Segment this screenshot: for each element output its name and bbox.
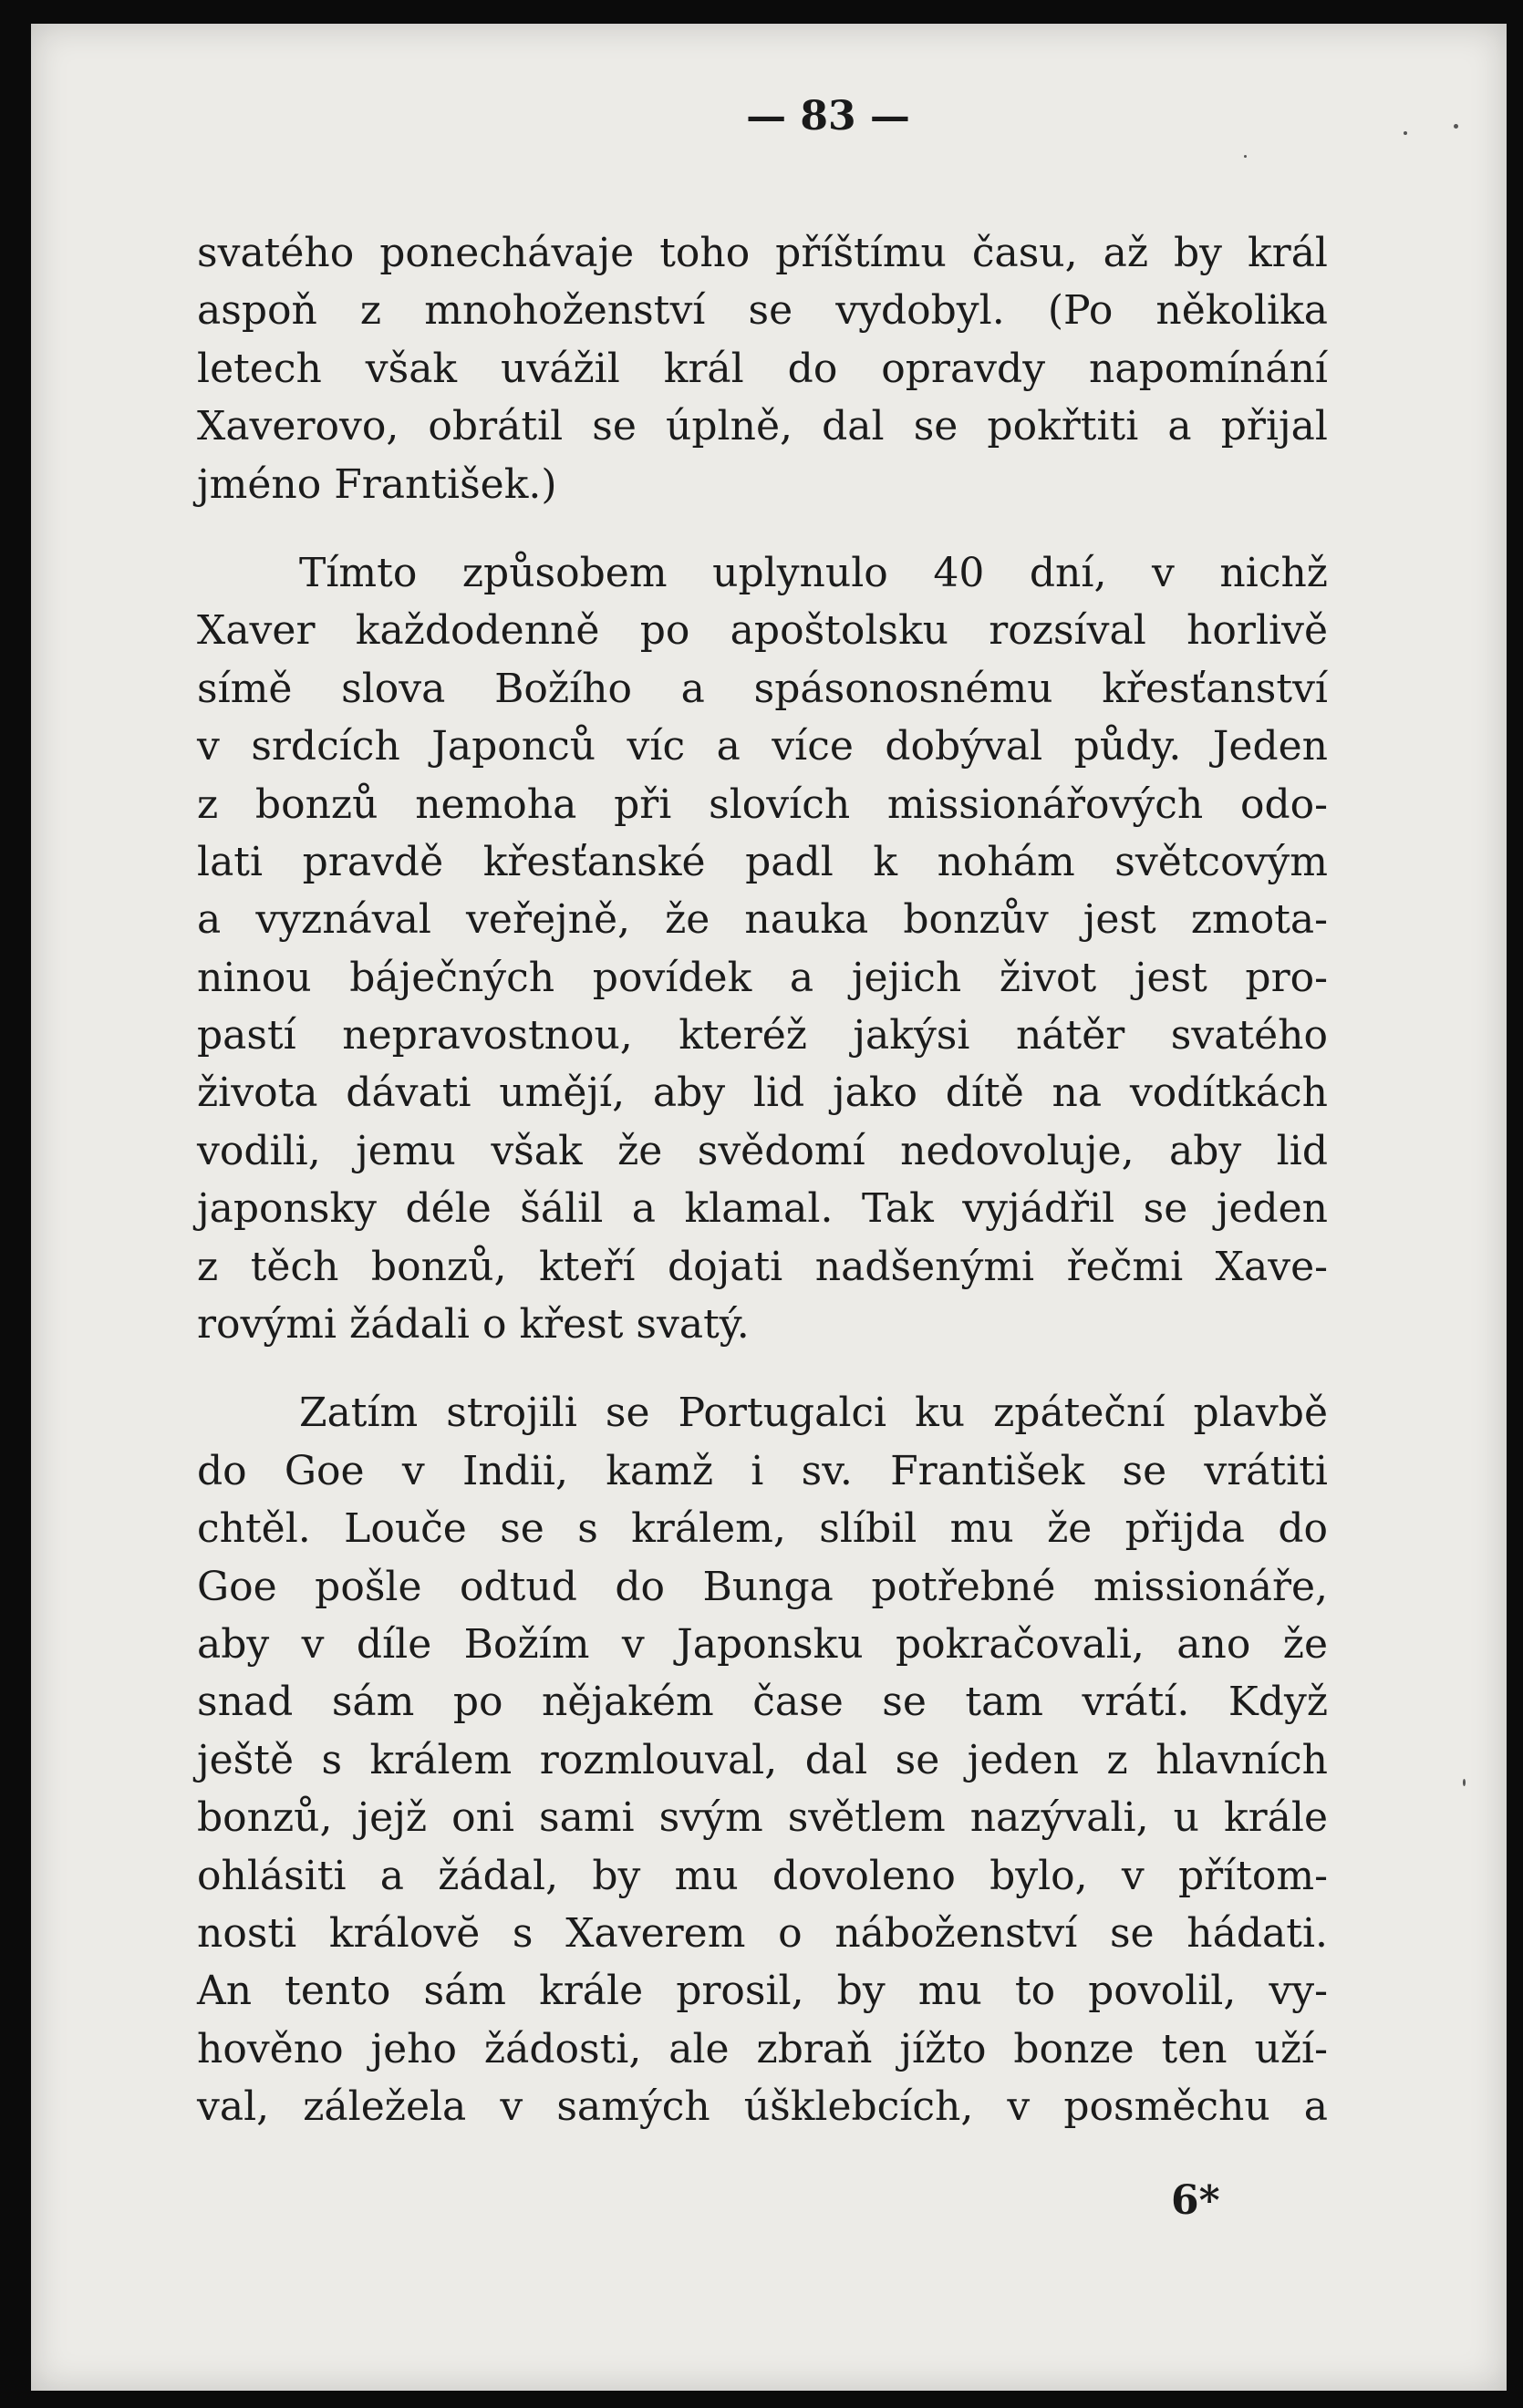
signature-mark: 6* (1171, 2177, 1220, 2224)
page-number: — 83 — (746, 93, 910, 140)
scan-speck (1244, 155, 1247, 158)
paragraph-1 (197, 224, 1328, 513)
text-line: Tímto způsobem uplynulo 40 dní, v nichž (299, 549, 1328, 596)
text-line: japonsky déle šálil a klamal. Tak vyjádřil se jeden (197, 1185, 1328, 1233)
text-line: bonzů, jejž oni sami svým světlem nazývali, u krále (197, 1794, 1328, 1842)
text-line: snad sám po nějakém čase se tam vrátí. Když (197, 1679, 1328, 1726)
text-line: z těch bonzů, kteří dojati nadšenými řečmi Xave- (197, 1243, 1328, 1290)
text-line: val, záleželа v samých úšklebcích, v posměchu a (197, 2083, 1328, 2131)
text-line: Xaver každodenně po apoštolsku rozsíval horlivě (197, 607, 1328, 655)
text-line: Zatím strojili se Portugalci ku zpáteční plavbě (299, 1390, 1328, 1437)
book-page (31, 24, 1507, 2391)
text-line: hověno jeho žádosti, ale zbraň jížto bonze ten uží- (197, 2025, 1328, 2072)
text-line: vodili, jemu však že svědomí nedovoluje, aby lid (197, 1127, 1328, 1174)
text-line: z bonzů nemoha při slovích missionářových odo- (197, 780, 1328, 828)
scan-speck (1463, 1779, 1466, 1786)
text-line: ninou báječných povídek a jejich život jest pro- (197, 954, 1328, 1001)
text-line: An tento sám krále prosil, by mu to povolil, vy- (197, 1968, 1328, 2015)
text-line: letech však uvážil král do opravdy napomínání (197, 345, 1328, 392)
text-line: aby v díle Božím v Japonsku pokračovali, ano že (197, 1620, 1328, 1668)
scan-speck (1404, 131, 1407, 135)
text-line: svatého ponechávaje toho příštímu času, až by král (197, 230, 1328, 276)
paragraph-3 (197, 1384, 1328, 2135)
body-text (197, 224, 1328, 2136)
text-line: ještě s králem rozmlouval, dal se jeden z hlavních (197, 1736, 1328, 1783)
text-line: ohlásiti a žádal, by mu dovoleno bylo, v přítom- (197, 1852, 1328, 1899)
text-line: jméno František.) (197, 460, 557, 508)
text-line: símě slova Božího a spásonosnému křesťanství (197, 665, 1328, 712)
text-line: nosti královĕ s Xaverem o náboženství se hádati. (197, 1909, 1328, 1957)
text-line: rovými žádali o křest svatý. (197, 1301, 750, 1349)
text-line: pastí nepravostnou, kteréž jakýsi nátěr svatého (197, 1012, 1328, 1059)
text-line: aspoň z mnohoženství se vydobyl. (Po několika (197, 287, 1328, 335)
text-line: Goe pošle odtud do Bunga potřebné missionáře, (197, 1563, 1328, 1610)
text-line: chtěl. Louče se s králem, slíbil mu že přijda do (197, 1505, 1328, 1553)
text-line: do Goe v Indii, kamž i sv. František se vrátiti (197, 1447, 1328, 1494)
text-line: Xaverovo, obrátil se úplně, dal se pokřtiti a přijal (197, 403, 1328, 450)
text-line: v srdcích Japonců víc a více dobýval půdy. Jeden (197, 723, 1328, 770)
text-line: lati pravdě křesťanské padl k nohám světcovým (197, 838, 1328, 885)
scan-speck (1454, 124, 1458, 129)
text-line: života dávati umějí, aby lid jako dítě na vodítkách (197, 1070, 1328, 1117)
paragraph-2 (197, 544, 1328, 1353)
text-line: a vyznával veřejně, že nauka bonzův jest zmota- (197, 896, 1328, 944)
